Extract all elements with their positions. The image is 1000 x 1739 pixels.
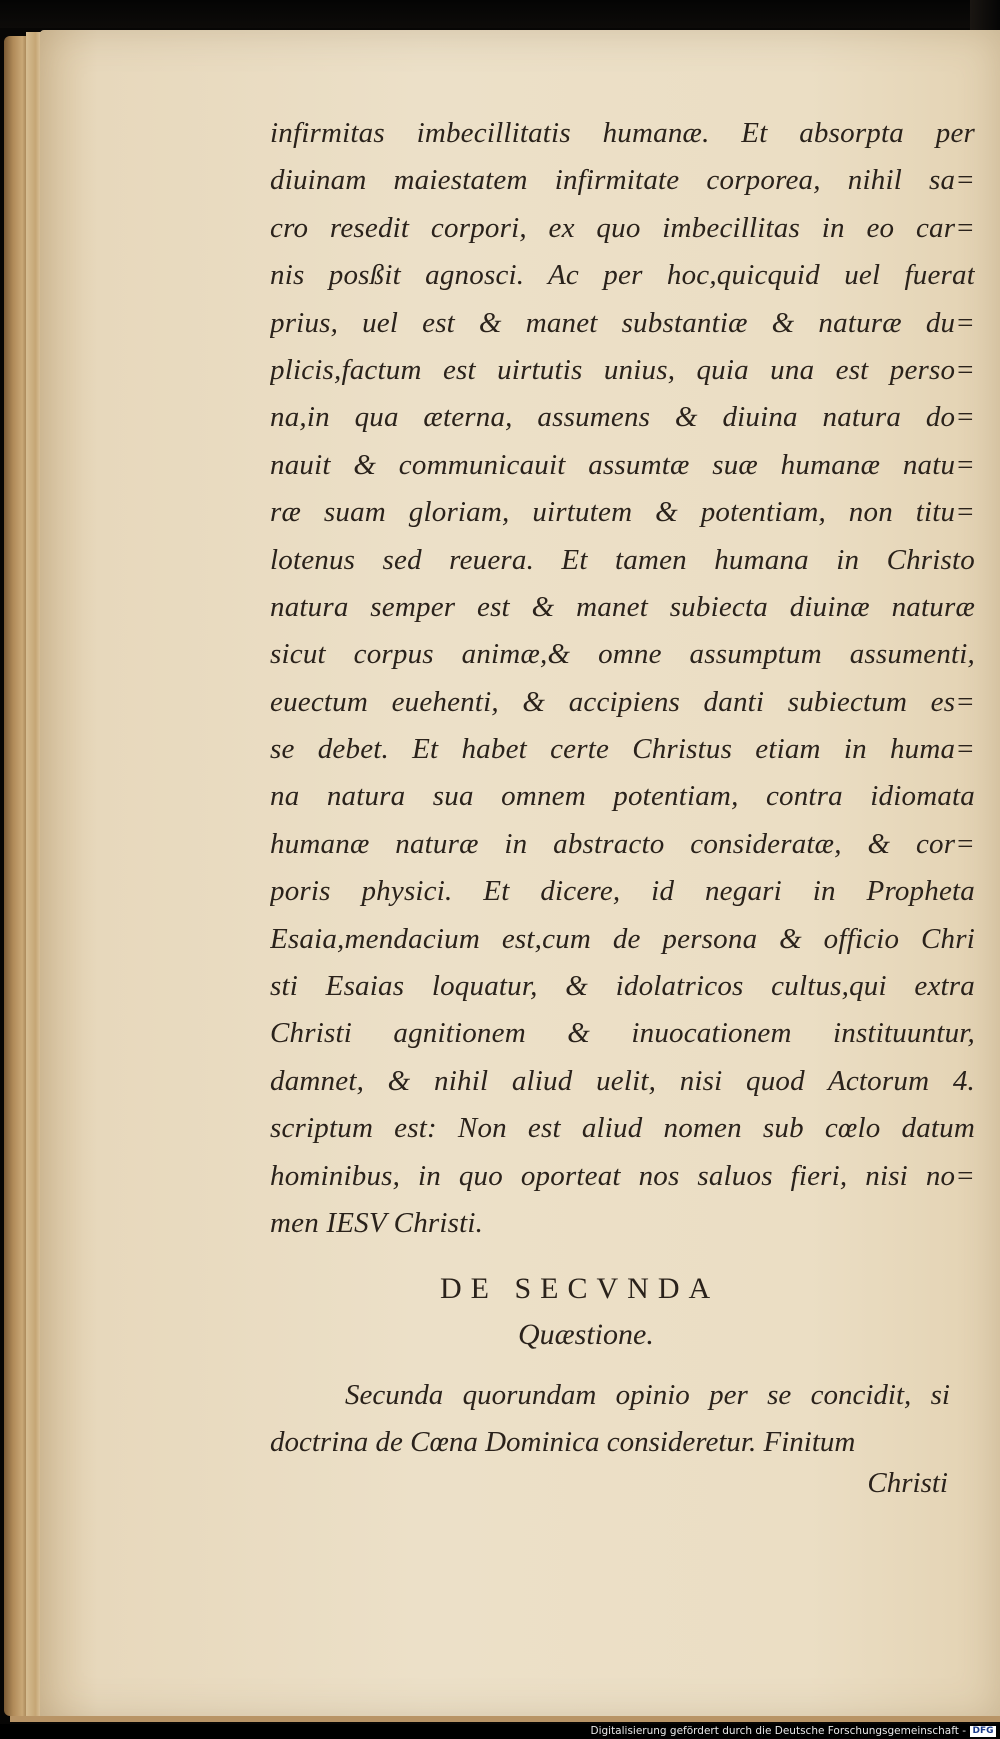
text-line: euectum euehenti, & accipiens danti subiectum es=	[270, 685, 975, 718]
text-line: plicis,factum est uirtutis unius, quia una est perso=	[270, 353, 975, 386]
text-line: scriptum est: Non est aliud nomen sub cœlo datum	[270, 1112, 975, 1145]
scan-background-top	[0, 0, 1000, 28]
text-line: men IESV Christi.	[270, 1206, 484, 1239]
second-paragraph	[270, 1372, 950, 1467]
catchword: Christi	[867, 1467, 948, 1499]
text-line: Christi agnitionem & inuocationem instituuntur,	[270, 1017, 975, 1050]
text-line: ræ suam gloriam, uirtutem & potentiam, non titu=	[270, 496, 975, 529]
text-line: lotenus sed reuera. Et tamen humana in Christo	[270, 543, 975, 576]
text-line: poris physici. Et dicere, id negari in Propheta	[270, 875, 975, 908]
text-line: infirmitas imbecillitatis humanæ. Et absorpta per	[270, 117, 975, 149]
text-line: Esaia,mendacium est,cum de persona & officio Chri	[270, 922, 975, 955]
text-line: na natura sua omnem potentiam, contra idiomata	[270, 780, 975, 813]
section-heading: DE SECVNDA	[440, 1272, 720, 1305]
text-line: prius, uel est & manet substantiæ & naturæ du=	[270, 306, 975, 339]
text-line: nauit & communicauit assumtæ suæ humanæ natu=	[270, 448, 975, 481]
text-line: na,in qua æterna, assumens & diuina natura do=	[270, 401, 975, 434]
text-line: nis posßit agnosci. Ac per hoc,quicquid uel fuerat	[270, 259, 975, 292]
text-line: hominibus, in quo oporteat nos saluos fieri, nisi no=	[270, 1159, 975, 1192]
text-line: se debet. Et habet certe Christus etiam in huma=	[270, 733, 975, 766]
text-line: cro resedit corpori, ex quo imbecillitas in eo car=	[270, 211, 975, 244]
text-line: humanæ naturæ in abstracto consideratæ, & cor=	[270, 827, 975, 860]
footer-credit: Digitalisierung gefördert durch die Deutsche Forschungsgemeinschaft -	[590, 1725, 966, 1737]
footer-bar	[0, 1724, 1000, 1739]
dfg-logo: DFG	[970, 1726, 996, 1737]
body-text	[270, 110, 975, 1247]
text-line: Secunda quorundam opinio per se concidit, si	[345, 1379, 950, 1411]
text-line: sti Esaias loquatur, & idolatricos cultus,qui extra	[270, 970, 975, 1003]
text-line: doctrina de Cœna Dominica consideretur. Finitum	[270, 1426, 856, 1459]
text-line: sicut corpus animæ,& omne assumptum assumenti,	[270, 638, 975, 671]
section-subheading: Quæstione.	[518, 1318, 654, 1351]
text-line: natura semper est & manet subiecta diuinæ naturæ	[270, 590, 975, 623]
page-bottom-edge	[10, 1716, 1000, 1722]
text-line: diuinam maiestatem infirmitate corporea, nihil sa=	[270, 164, 975, 197]
text-line: damnet, & nihil aliud uelit, nisi quod Actorum 4.	[270, 1064, 975, 1097]
